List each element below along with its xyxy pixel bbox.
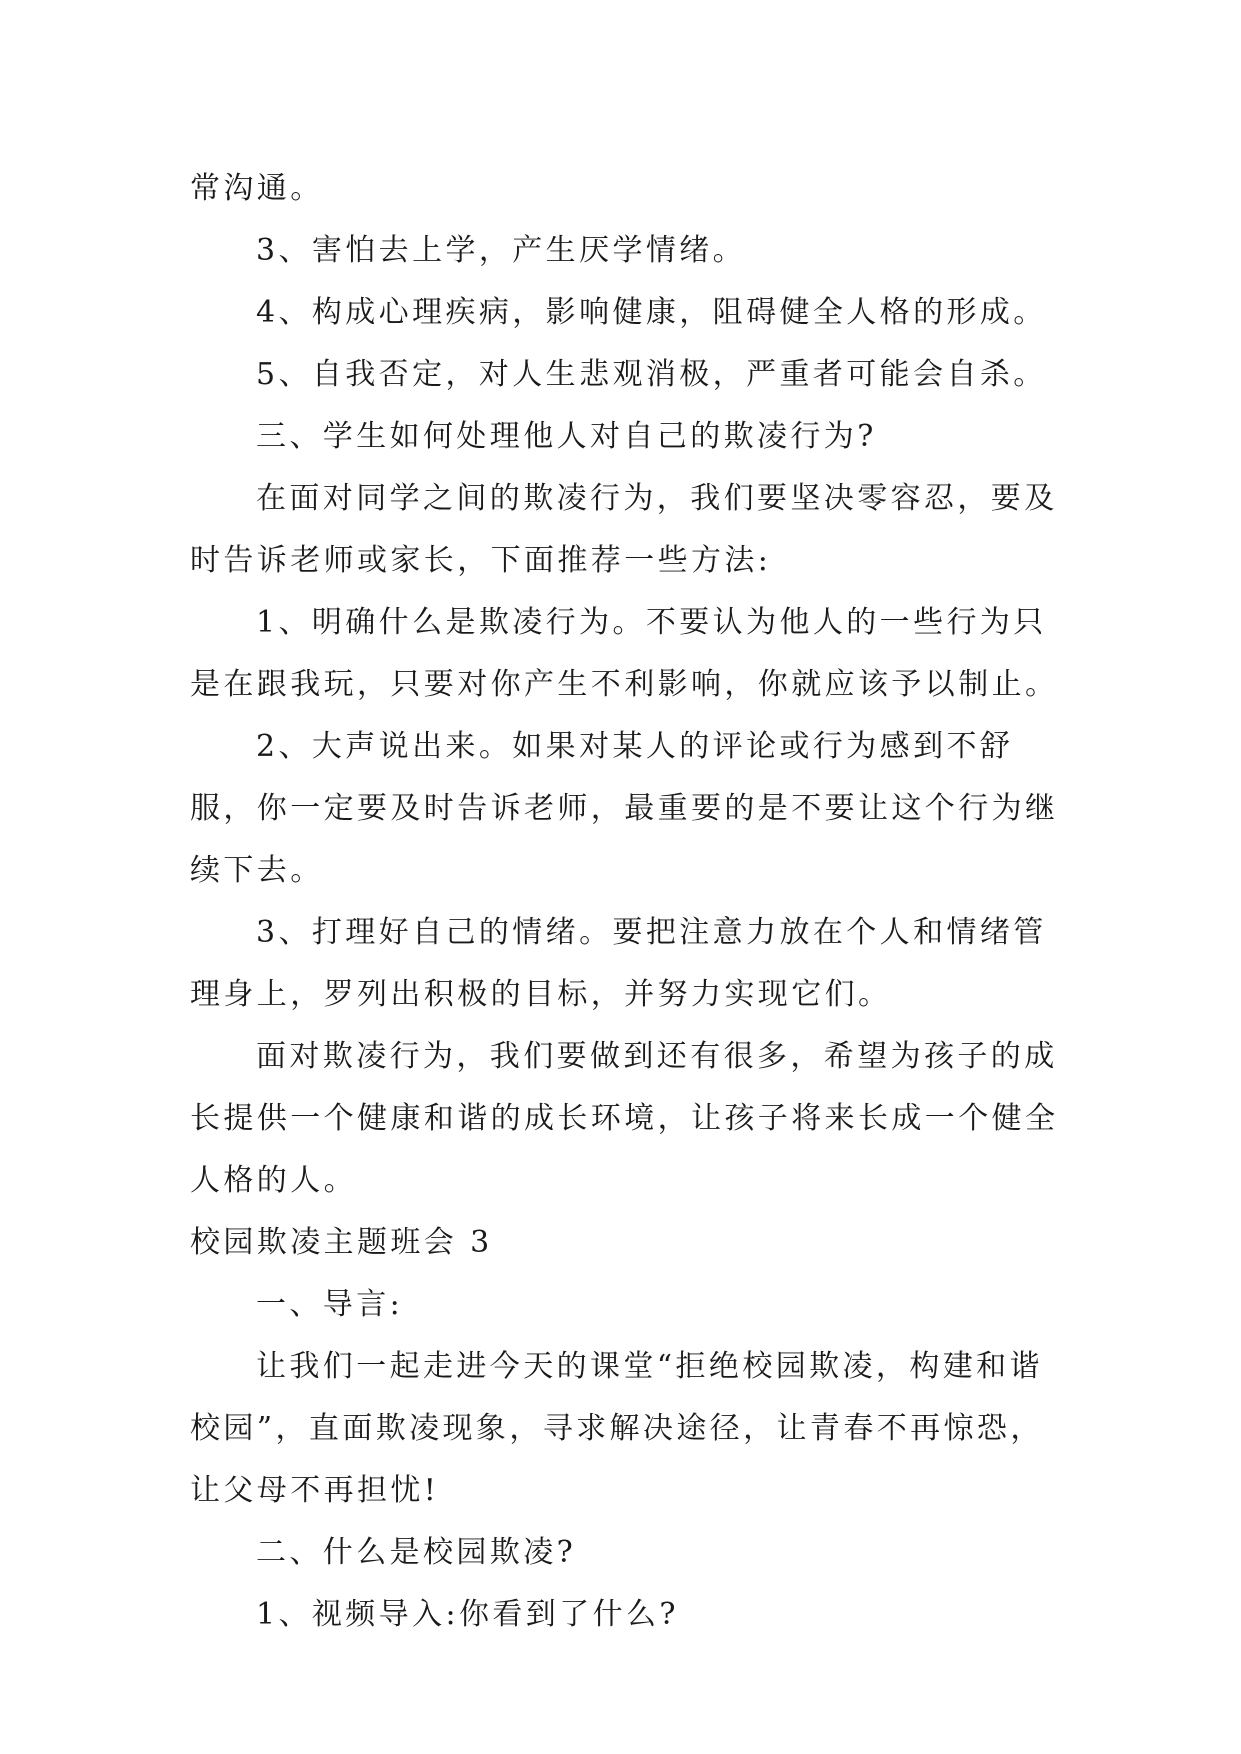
method-item-3: 3、打理好自己的情绪。要把注意力放在个人和情绪管理身上，罗列出积极的目标，并努力实现它们。 — [190, 915, 1047, 1012]
section-heading-2: 二、什么是校园欺凌? — [256, 1535, 577, 1570]
list-item-video: 1、视频导入:你看到了什么? — [256, 1597, 679, 1632]
document-title: 校园欺凌主题班会 3 — [190, 1225, 493, 1260]
list-item-3: 3、害怕去上学，产生厌学情绪。 — [256, 233, 747, 268]
section-heading-3: 三、学生如何处理他人对自己的欺凌行为? — [256, 419, 877, 454]
method-item-1: 1、明确什么是欺凌行为。不要认为他人的一些行为只是在跟我玩，只要对你产生不利影响，你就应该予以制止。 — [190, 605, 1059, 702]
paragraph-intro: 在面对同学之间的欺凌行为，我们要坚决零容忍，要及时告诉老师或家长，下面推荐一些方法: — [190, 481, 1058, 578]
list-item-4: 4、构成心理疾病，影响健康，阻碍健全人格的形成。 — [256, 295, 1047, 330]
method-item-2: 2、大声说出来。如果对某人的评论或行为感到不舒服，你一定要及时告诉老师，最重要的是不要让这个行为继续下去。 — [190, 729, 1059, 888]
paragraph-conclusion: 面对欺凌行为，我们要做到还有很多，希望为孩子的成长提供一个健康和谐的成长环境，让孩子将来长成一个健全人格的人。 — [190, 1039, 1059, 1198]
document-body — [190, 158, 1070, 1646]
paragraph-introduction: 让我们一起走进今天的课堂“拒绝校园欺凌，构建和谐校园”，直面欺凌现象，寻求解决途径，让青春不再惊恐，让父母不再担忧! — [190, 1349, 1044, 1508]
section-heading-1: 一、导言: — [256, 1287, 404, 1322]
paragraph-continuation: 常沟通。 — [190, 171, 324, 206]
list-item-5: 5、自我否定，对人生悲观消极，严重者可能会自杀。 — [256, 357, 1047, 392]
